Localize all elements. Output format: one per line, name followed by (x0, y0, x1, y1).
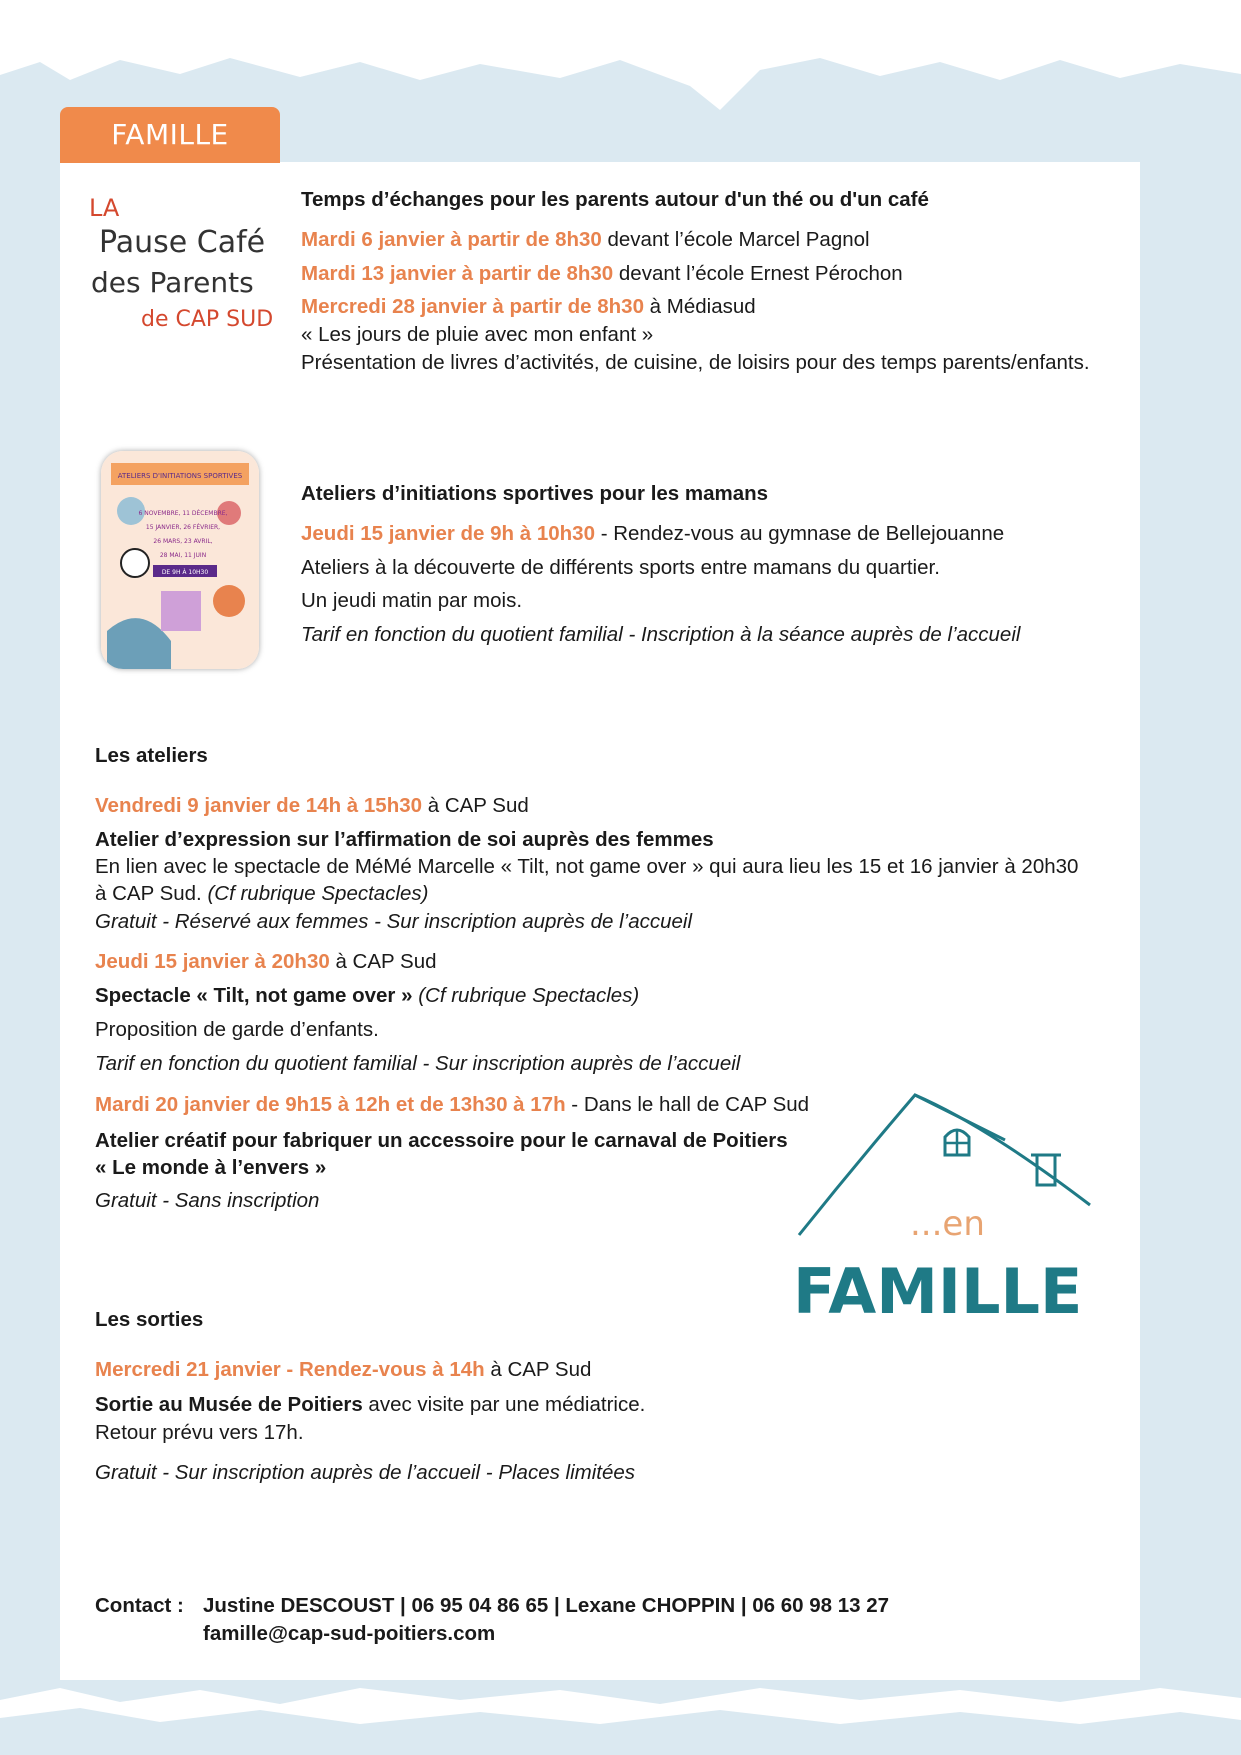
atelier-2-line-1: Proposition de garde d’enfants. (95, 1018, 379, 1041)
sport-note: Tarif en fonction du quotient familial - Inscription à la séance auprès de l’accueil (301, 623, 1021, 646)
atelier-1-note: Gratuit - Réservé aux femmes - Sur inscription auprès de l’accueil (95, 910, 693, 933)
sport-title: Ateliers d’initiations sportives pour les mamans (301, 482, 769, 505)
logo-text-pause: Pause Café (99, 225, 266, 260)
session-2: Mardi 13 janvier à partir de 8h30 devant l’école Ernest Pérochon (301, 262, 903, 285)
atelier-3-when: Mardi 20 janvier de 9h15 à 12h et de 13h30 à 17h - Dans le hall de CAP Sud (95, 1093, 810, 1116)
poster-date-3: 26 MARS, 23 AVRIL, (153, 538, 213, 545)
poster-date-4: 28 MAI, 11 JUIN (159, 552, 207, 559)
logo-en: ...en (910, 1204, 985, 1244)
section-tab: FAMILLE (60, 107, 280, 163)
atelier-1-title: Atelier d’expression sur l’affirmation de soi auprès des femmes (95, 828, 714, 851)
logo-text-parents: des Parents (91, 266, 254, 299)
atelier-1-when: Vendredi 9 janvier de 14h à 15h30 à CAP Sud (95, 794, 529, 817)
atelier-3-title-1: Atelier créatif pour fabriquer un accessoire pour le carnaval de Poitiers (95, 1129, 788, 1152)
sport-line-1: Ateliers à la découverte de différents sports entre mamans du quartier. (301, 556, 940, 579)
sport-when: Jeudi 15 janvier de 9h à 10h30 - Rendez-vous au gymnase de Bellejouanne (301, 522, 1005, 545)
poster-title: ATELIERS D'INITIATIONS SPORTIVES (117, 472, 243, 480)
contact-email-link[interactable]: famille@cap-sud-poitiers.com (203, 1622, 496, 1645)
session-1: Mardi 6 janvier à partir de 8h30 devant l’école Marcel Pagnol (301, 228, 870, 251)
sorties-heading: Les sorties (95, 1308, 204, 1331)
pause-cafe-description: Présentation de livres d’activités, de cuisine, de loisirs pour des temps parents/enfants. (301, 351, 1090, 374)
sortie-1-title: Sortie au Musée de Poitiers avec visite par une médiatrice. (95, 1393, 646, 1416)
atelier-3-note: Gratuit - Sans inscription (95, 1189, 320, 1212)
poster-date-2: 15 JANVIER, 26 FÉVRIER, (145, 524, 221, 531)
pause-cafe-logo (85, 188, 280, 338)
sport-line-2: Un jeudi matin par mois. (301, 589, 523, 612)
atelier-2-when: Jeudi 15 janvier à 20h30 à CAP Sud (95, 950, 437, 973)
atelier-1-line-2: à CAP Sud. (Cf rubrique Spectacles) (95, 882, 429, 905)
logo-famille: FAMILLE (793, 1255, 1083, 1325)
contact-phones: Justine DESCOUST | 06 95 04 86 65 | Lexane CHOPPIN | 06 60 98 13 27 (203, 1594, 890, 1617)
logo-text-la: LA (89, 194, 120, 222)
atelier-2-note: Tarif en fonction du quotient familial - Sur inscription auprès de l’accueil (95, 1052, 741, 1075)
atelier-2-title: Spectacle « Tilt, not game over » (Cf rubrique Spectacles) (95, 984, 640, 1007)
poster-hours: DE 9H À 10H30 (161, 569, 209, 576)
pause-cafe-title: Temps d’échanges pour les parents autour d'un thé ou d'un café (301, 188, 929, 211)
poster-date-1: 6 NOVEMBRE, 11 DÉCEMBRE, (138, 510, 228, 517)
atelier-1-line-1: En lien avec le spectacle de MéMé Marcelle « Tilt, not game over » qui aura lieu les 15 et 16 janvier à 20h30 (95, 855, 1079, 878)
session-3: Mercredi 28 janvier à partir de 8h30 à Médiasud (301, 295, 756, 318)
sortie-1-line-2: Retour prévu vers 17h. (95, 1421, 304, 1444)
chimney (1037, 1155, 1055, 1185)
pause-cafe-theme: « Les jours de pluie avec mon enfant » (301, 323, 654, 346)
en-famille-logo (785, 1085, 1140, 1325)
ateliers-heading: Les ateliers (95, 744, 208, 767)
contact-label: Contact : (95, 1594, 184, 1617)
sortie-1-note: Gratuit - Sur inscription auprès de l’accueil - Places limitées (95, 1461, 636, 1484)
atelier-3-title-2: « Le monde à l’envers » (95, 1156, 327, 1179)
sport-poster (101, 451, 259, 669)
logo-text-capsud: de CAP SUD (141, 307, 274, 332)
sortie-1-when: Mercredi 21 janvier - Rendez-vous à 14h à CAP Sud (95, 1358, 592, 1381)
